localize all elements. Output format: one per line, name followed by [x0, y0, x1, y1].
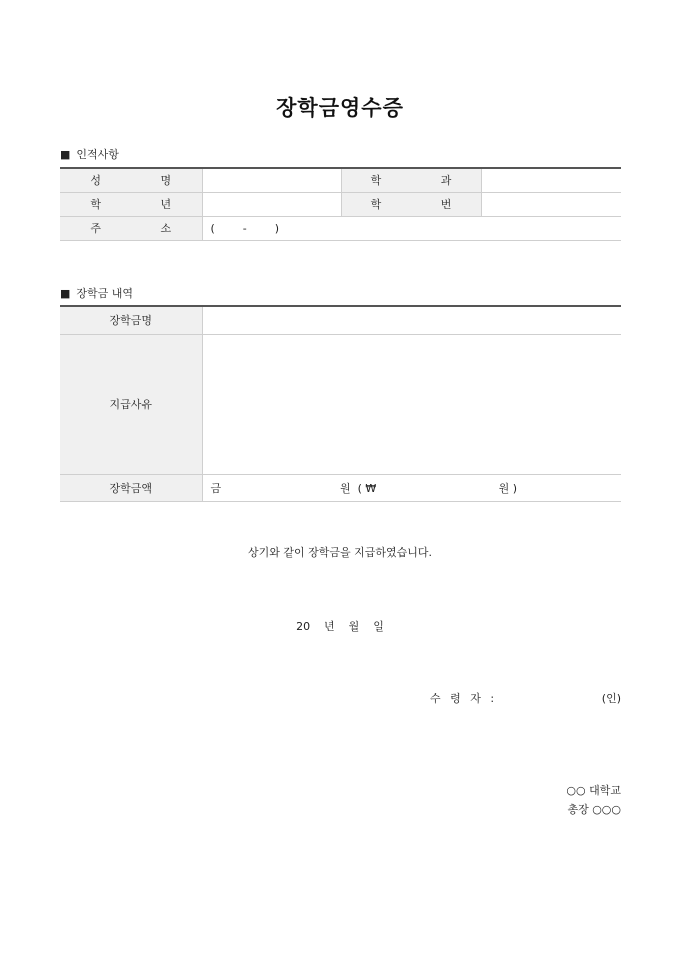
- university-name: ○○ 대학교: [566, 784, 621, 797]
- student-id-label: 학 번: [341, 192, 481, 216]
- date-line: 20 년 월 일: [296, 620, 384, 633]
- personal-info-table: [60, 167, 621, 241]
- personal-heading: 인적사항: [76, 148, 119, 161]
- scholarship-name-field[interactable]: [202, 306, 621, 334]
- reason-field[interactable]: [202, 334, 621, 474]
- address-label: 주 소: [60, 216, 202, 240]
- square-bullet-icon: ■: [60, 148, 71, 161]
- statement-text: 상기와 같이 장학금을 지급하였습니다.: [247, 546, 432, 559]
- dept-field[interactable]: [481, 168, 621, 192]
- name-label: 성 명: [60, 168, 202, 192]
- scholarship-heading: 장학금 내역: [76, 287, 134, 300]
- section-heading-personal: [60, 146, 119, 162]
- amount-label: 장학금액: [60, 474, 202, 501]
- scholarship-name-label: 장학금명: [60, 306, 202, 334]
- year-label: 학 년: [60, 192, 202, 216]
- dept-label: 학 과: [341, 168, 481, 192]
- square-bullet-icon: ■: [60, 287, 71, 300]
- page-title: 장학금영수증: [276, 96, 404, 120]
- name-field[interactable]: [202, 168, 341, 192]
- scholarship-table: [60, 305, 621, 502]
- student-id-field[interactable]: [481, 192, 621, 216]
- address-field[interactable]: ( - ): [202, 216, 621, 240]
- recipient-label: 수 령 자 :: [430, 692, 498, 705]
- year-field[interactable]: [202, 192, 341, 216]
- amount-field[interactable]: 금 원 ( ₩ 원 ): [202, 474, 621, 501]
- reason-label: 지급사유: [60, 334, 202, 474]
- section-heading-scholarship: [60, 285, 133, 301]
- recipient-seal: (인): [601, 692, 621, 705]
- president-name: 총장 ○○○: [567, 803, 621, 816]
